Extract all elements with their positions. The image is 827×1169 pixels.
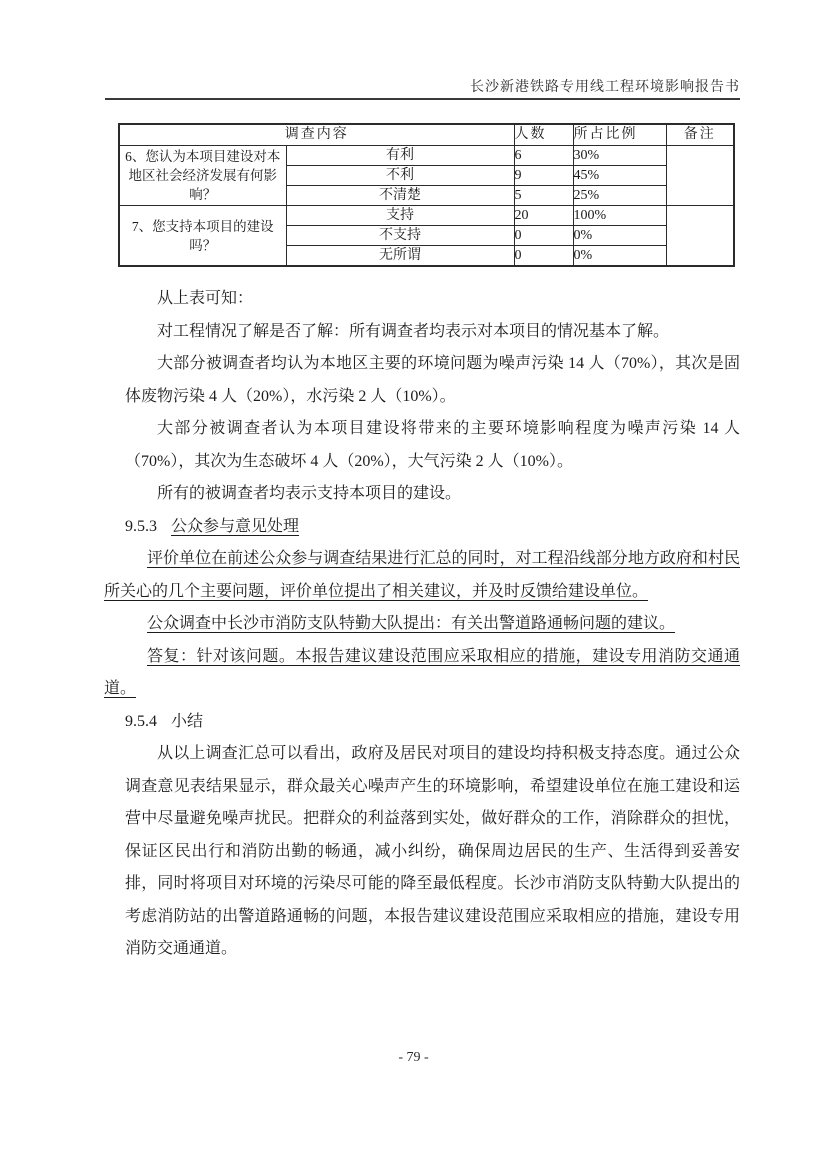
table-header-row <box>119 124 734 146</box>
paragraph: 公众调查中长沙市消防支队特勤大队提出：有关出警道路通畅问题的建议。 <box>147 615 676 632</box>
section-number: 9.5.3 <box>125 517 157 535</box>
option-cell: 无所谓 <box>286 246 514 267</box>
percent-cell: 45% <box>573 166 666 186</box>
question-cell: 6、您认为本项目建设对本地区社会经济发展有何影响？ <box>119 146 286 206</box>
header-rule <box>105 98 740 100</box>
option-cell: 有利 <box>286 146 514 166</box>
count-cell: 20 <box>514 206 573 226</box>
paragraph: 答复：针对该问题。本报告建议建设范围应采取相应的措施，建设专用消防交通通道。 <box>104 647 740 697</box>
paragraph: 从上表可知： <box>157 290 254 307</box>
survey-table-body <box>119 146 734 267</box>
col-header-count: 人数 <box>514 124 573 146</box>
paragraph: 大部分被调查者认为本项目建设将带来的主要环境影响程度为噪声污染 14 人（70%），其次为生态破坏 4 人（20%），大气污染 2 人（10%）。 <box>125 420 740 470</box>
col-header-remark: 备注 <box>666 124 734 146</box>
table-row <box>119 146 734 166</box>
percent-cell: 0% <box>573 226 666 246</box>
section-title: 公众参与意见处理 <box>171 517 300 535</box>
count-cell: 0 <box>514 246 573 267</box>
remark-cell <box>666 146 734 206</box>
percent-cell: 30% <box>573 146 666 166</box>
option-cell: 不支持 <box>286 226 514 246</box>
count-cell: 9 <box>514 166 573 186</box>
section-heading <box>125 706 740 739</box>
paragraph: 大部分被调查者均认为本地区主要的环境问题为噪声污染 14 人（70%），其次是固体废物污染 4 人（20%），水污染 2 人（10%）。 <box>125 355 740 405</box>
count-cell: 0 <box>514 226 573 246</box>
survey-table-head <box>119 124 734 146</box>
paragraph: 所有的被调查者均表示支持本项目的建设。 <box>157 485 462 502</box>
option-cell: 支持 <box>286 206 514 226</box>
option-cell: 不清楚 <box>286 186 514 206</box>
page-header-title: 长沙新港铁路专用线工程环境影响报告书 <box>470 80 740 95</box>
document-body <box>104 283 740 966</box>
paragraph: 评价单位在前述公众参与调查结果进行汇总的同时，对工程沿线部分地方政府和村民所关心的几个主要问题，评价单位提出了相关建议，并及时反馈给建设单位。 <box>104 550 740 600</box>
option-cell: 不利 <box>286 166 514 186</box>
count-cell: 6 <box>514 146 573 166</box>
page-number: - 79 - <box>398 1050 429 1065</box>
count-cell: 5 <box>514 186 573 206</box>
section-title: 小结 <box>171 712 204 730</box>
table-row <box>119 206 734 226</box>
question-cell: 7、您支持本项目的建设吗？ <box>119 206 286 267</box>
percent-cell: 100% <box>573 206 666 226</box>
col-header-survey-content: 调查内容 <box>119 124 514 146</box>
paragraph: 从以上调查汇总可以看出，政府及居民对项目的建设均持积极支持态度。通过公众调查意见表结果显示，群众最关心噪声产生的环境影响，希望建设单位在施工建设和运营中尽量避免噪声扰民。把群众的利益落到实处，做好群众的工作，消除群众的担忧，保证区民出行和消防出勤的畅通，减小纠纷，确保周边居民的生产、生活得到妥善安排，同时将项目对环境的污染尽可能的降至最低程度。长沙市消防支队特勤大队提出的考虑消防站的出警道路通畅的问题，本报告建议建设范围应采取相应的措施，建设专用消防交通通道。 <box>125 745 740 957</box>
section-heading <box>125 511 740 544</box>
percent-cell: 0% <box>573 246 666 267</box>
paragraph: 对工程情况了解是否了解：所有调查者均表示对本项目的情况基本了解。 <box>157 322 670 340</box>
col-header-percent: 所占比例 <box>573 124 666 146</box>
section-number: 9.5.4 <box>125 712 157 730</box>
survey-results-table <box>118 123 735 267</box>
remark-cell <box>666 206 734 267</box>
percent-cell: 25% <box>573 186 666 206</box>
